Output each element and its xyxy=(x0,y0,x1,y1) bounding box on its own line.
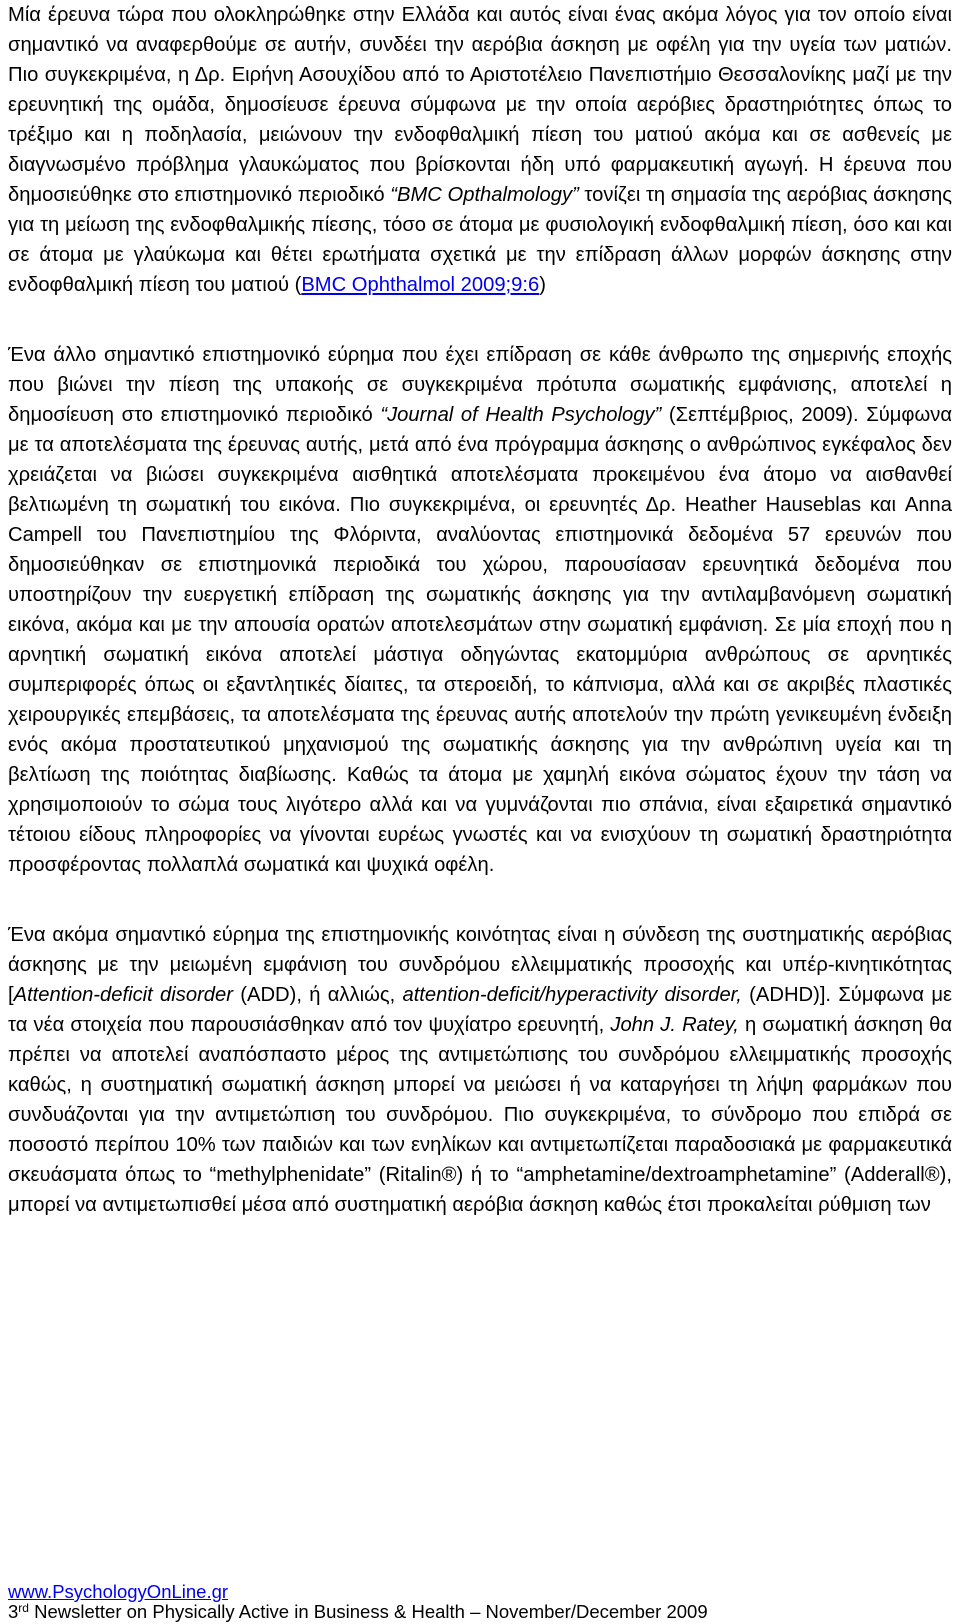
journal-title: “BMC Opthalmology” xyxy=(390,184,579,206)
paragraph-body-image xyxy=(8,340,952,880)
paragraph-text: (ADD), ή αλλιώς, xyxy=(232,984,403,1006)
paragraph-adhd xyxy=(8,920,952,1220)
paragraph-text: η σωματική άσκηση θα πρέπει να αποτελεί αναπόσπαστο μέρος της αντιμετώπισης του συνδρόμου ελλειμματικής προσοχής καθώς, η συστηματική σωματική άσκηση μπορεί να μειώσει ή να καταργήσει τη λήψη φαρμάκων που συνδυάζονται για την αντιμετώπιση του συνδρόμου. Πιο συγκεκριμένα, το σύνδρομο που επιδρά σε ποσοστό περίπου 10% των παιδιών και των ενηλίκων και αντιμετωπίζεται παραδοσιακά με φαρμακευτικά σκευάσματα όπως το “methylphenidate” (Ritalin®) ή το “amphetamine/dextroamphetamine” (Adderall®), μπορεί να αντιμετωπισθεί μέσα από συστηματική αερόβια άσκηση καθώς έτσι προκαλείται ρύθμιση των xyxy=(8,1014,952,1216)
paragraph-text: Ένα ακόμα σημαντικό εύρημα της επιστημονικής κοινότητας είναι η σύνδεση της συστηματικής αερόβιας άσκησης με την μειωμένη εμφάνιση του συνδρόμου ελλειμματικής προσοχής και υπέρ-κινητικότητας [ xyxy=(8,924,952,1006)
paragraph-text: Μία έρευνα τώρα που ολοκληρώθηκε στην Ελλάδα και αυτός είναι ένας ακόμα λόγος για τον οποίο είναι σημαντικό να αναφερθούμε σε αυτήν, συνδέει την αερόβια άσκηση με οφέλη για την υγεία των ματιών. Πιο συγκεκριμένα, η Δρ. Ειρήνη Ασουχίδου από το Αριστοτέλειο Πανεπιστήμιο Θεσσαλονίκης μαζί με την ερευνητική της ομάδα, δημοσίευσε έρευνα σύμφωνα με την οποία αερόβιες δραστηριότητες όπως το τρέξιμο και η ποδηλασία, μειώνουν την ενδοφθαλμική πίεση του ματιού ακόμα και σε ασθενείς με διαγνωσμένο πρόβλημα γλαυκώματος που βρίσκονται ήδη υπό φαρμακευτική αγωγή. Η έρευνα που δημοσιεύθηκε στο επιστημονικό περιοδικό xyxy=(8,4,952,206)
researcher-name: John J. Ratey, xyxy=(610,1014,739,1036)
paragraph-eye-health xyxy=(8,0,952,300)
paragraph-text: ) xyxy=(539,274,546,296)
issue-number: 3 xyxy=(8,1601,19,1622)
journal-title: “Journal of Health Psychology” xyxy=(380,404,662,426)
issue-ordinal-suffix: rd xyxy=(18,1601,29,1615)
newsletter-title: Newsletter on Physically Active in Business & Health – November/December 2009 xyxy=(28,1601,708,1622)
footer-newsletter-line xyxy=(8,1601,708,1622)
term-add: Attention-deficit disorder xyxy=(13,984,233,1006)
paragraph-text: Ένα άλλο σημαντικό επιστημονικό εύρημα που έχει επίδραση σε κάθε άνθρωπο της σημερινής εποχής που βιώνει την πίεση της υπακοής σε συγκεκριμένα πρότυπα σωματικής εμφάνισης, αποτελεί η δημοσίευση στο επιστημονικό περιοδικό xyxy=(8,344,952,426)
footer-website-link[interactable]: www.PsychologyOnLine.gr xyxy=(8,1581,229,1602)
document-body xyxy=(8,0,952,1220)
paragraph-text: (Σεπτέμβριος, 2009). Σύμφωνα με τα αποτελέσματα της έρευνας αυτής, μετά από ένα πρόγραμμα άσκησης ο ανθρώπινος εγκέφαλος δεν χρειάζεται να βιώσει συγκεκριμένα αισθητικά αποτελέσματα προκειμένου ένα άτομο να αισθανθεί βελτιωμένη τη σωματική του εικόνα. Πιο συγκεκριμένα, οι ερευνητές Δρ. Heather Hauseblas και Anna Campell του Πανεπιστημίου της Φλόριντα, αναλύοντας επιστημονικά δεδομένα 57 ερευνών που δημοσιεύθηκαν σε επιστημονικά περιοδικά του χώρου, παρουσίασαν ερευνητικά δεδομένα που υποστηρίζουν την ευεργετική επίδραση της σωματικής άσκησης για την αντιλαμβανόμενη σωματική εικόνα, ακόμα και με την απουσία ορατών αποτελεσμάτων στην σωματική εμφάνιση. Σε μία εποχή που η αρνητική σωματική εικόνα αποτελεί μάστιγα οδηγώντας εκατομμύρια ανθρώπους σε αρνητικές συμπεριφορές όπως οι εξαντλητικές δίαιτες, τα στεροειδή, το κάπνισμα, αλλά και σε ακριβές πλαστικές χειρουργικές επεμβάσεις, τα αποτελέσματα της έρευνας αυτής αποτελούν την πρώτη γενικευμένη ένδειξη ενός ακόμα προστατευτικού μηχανισμού της σωματικής άσκησης για την ανθρώπινη υγεία και τη βελτίωση της ποιότητας διαβίωσης. Καθώς τα άτομα με χαμηλή εικόνα σώματος έχουν την τάση να χρησιμοποιούν το σώμα τους λιγότερο αλλά και να γυμνάζονται πιο σπάνια, είναι εξαιρετικά σημαντικό τέτοιου είδους πληροφορίες να γίνονται ευρέως γνωστές και να ενισχύουν τη σωματική δραστηριότητα προσφέροντας πολλαπλά σωματικά και ψυχικά οφέλη. xyxy=(8,404,952,876)
term-adhd: attention-deficit/hyperactivity disorder, xyxy=(402,984,742,1006)
paragraph-text: (ADHD)]. Σύμφωνα με τα νέα στοιχεία που παρουσιάσθηκαν από τον ψυχίατρο ερευνητή, xyxy=(8,984,952,1036)
page-footer xyxy=(8,1582,952,1622)
citation-link[interactable]: BMC Ophthalmol 2009;9:6 xyxy=(301,274,540,296)
paragraph-text: τονίζει τη σημασία της αερόβιας άσκησης για τη μείωση της ενδοφθαλμικής πίεσης, τόσο σε άτομα με φυσιολογική ενδοφθαλμική πίεση, όσο και και σε άτομα με γλαύκωμα και θέτει ερωτήματα σχετικά με την επίδραση άλλων μορφών άσκησης στην ενδοφθαλμική πίεση του ματιού ( xyxy=(8,184,952,296)
